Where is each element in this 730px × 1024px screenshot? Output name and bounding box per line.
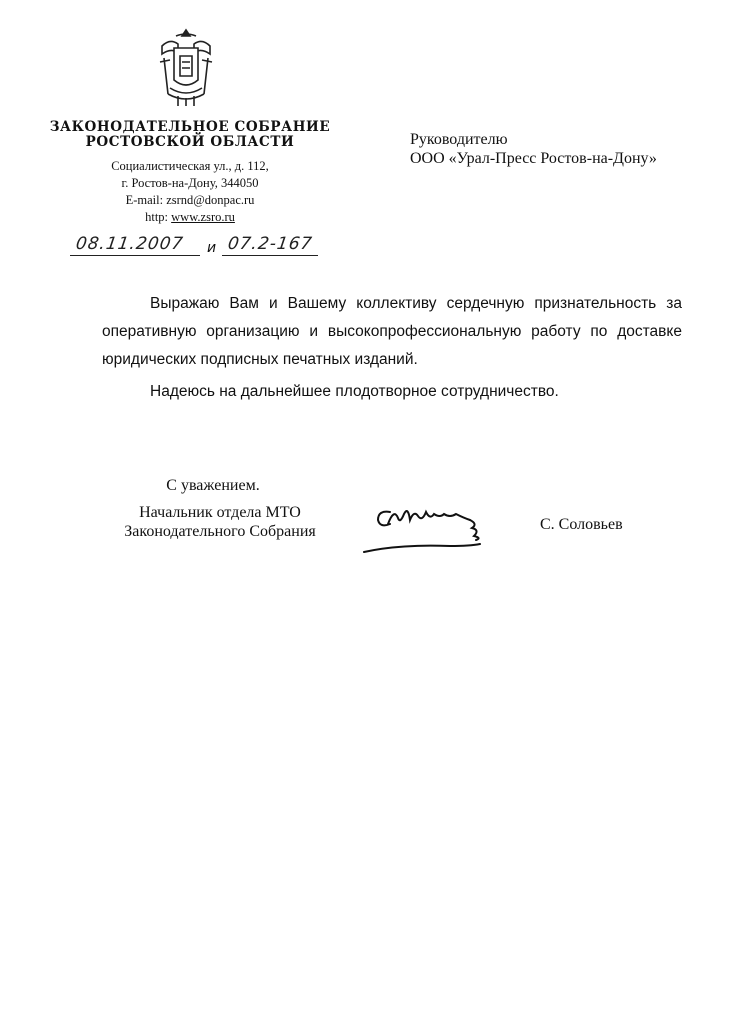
address-line1: Социалистическая ул., д. 112, <box>111 159 269 173</box>
signature-block <box>100 476 340 541</box>
letterhead <box>40 120 340 226</box>
position-line1: Начальник отдела МТО <box>139 504 301 521</box>
recipient-line2: ООО «Урал-Пресс Ростов-на-Дону» <box>410 150 657 167</box>
email-address: zsrnd@donpac.ru <box>166 193 255 207</box>
email-label: E-mail: <box>125 193 167 207</box>
handwritten-signature <box>360 500 500 560</box>
org-name-line2: РОСТОВСКОЙ ОБЛАСТИ <box>85 134 295 150</box>
number-underline <box>222 255 318 256</box>
recipient-block <box>410 130 657 168</box>
recipient-line1: Руководителю <box>410 131 508 148</box>
org-name-line1: ЗАКОНОДАТЕЛЬНОЕ СОБРАНИЕ <box>49 119 331 135</box>
org-address <box>40 158 340 226</box>
website-line <box>40 209 340 226</box>
position-line2: Законодательного Собрания <box>124 523 316 540</box>
letter-body <box>102 290 682 406</box>
registration-number-field <box>222 232 318 258</box>
registration-date-field <box>70 232 200 258</box>
body-paragraph-1: Выражаю Вам и Вашему коллективу сердечную признательность за оперативную организацию и высокопрофессиональную работу по доставке юридических подписных печатных изданий. <box>102 295 682 368</box>
coat-of-arms-icon <box>154 28 218 108</box>
signer-name: С. Соловьев <box>540 516 623 533</box>
address-line2: г. Ростов-на-Дону, 344050 <box>121 176 259 190</box>
registration-date: 08.11.2007 <box>74 234 185 254</box>
email-line <box>40 192 340 209</box>
closing-phrase: С уважением. <box>166 477 260 494</box>
registration-separator: и <box>207 240 217 256</box>
date-underline <box>70 255 200 256</box>
registration-number: 07.2-167 <box>226 234 314 254</box>
http-label: http: <box>145 210 172 224</box>
body-paragraph-2: Надеюсь на дальнейшее плодотворное сотрудничество. <box>150 383 559 400</box>
website-link[interactable]: www.zsro.ru <box>171 210 235 224</box>
